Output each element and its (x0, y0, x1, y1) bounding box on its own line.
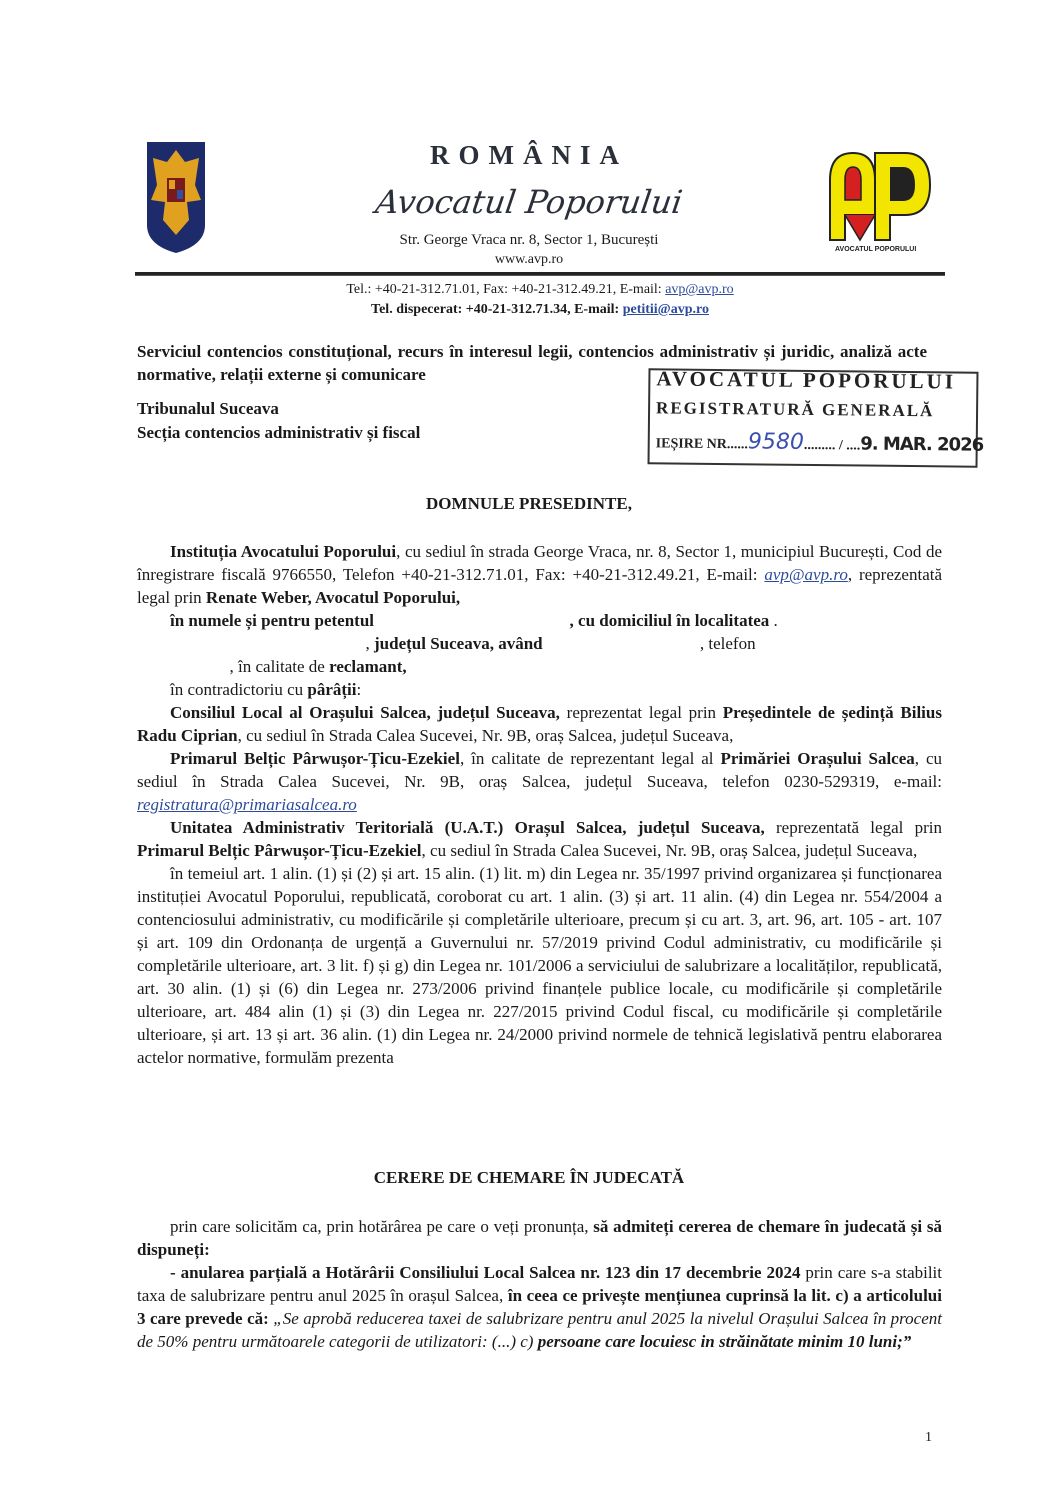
registry-stamp (648, 366, 984, 467)
text-run: Consiliul Local al Orașului Salcea, județul Suceava, (170, 703, 560, 722)
email-link-avp[interactable]: avp@avp.ro (665, 282, 734, 297)
header-divider (135, 272, 945, 276)
text-run: Primarul Belțic Pârwușor-Țicu-Ezekiel (137, 841, 422, 860)
text-run: Renate Weber, Avocatul Poporului, (205, 588, 461, 607)
stamp-line2: REGISTRATURĂ GENERALĂ (655, 398, 935, 421)
avocatul-poporului-logo (825, 145, 935, 255)
stamp-line3: IEȘIRE NR......9580......... / ....9. MAR. 2026 (655, 429, 984, 456)
text-run: în numele și pentru petentul (170, 611, 375, 630)
addressee-court: Tribunalul Suceava (137, 399, 279, 418)
text-run: . (769, 611, 778, 630)
paragraph (137, 862, 942, 1069)
paragraph (137, 632, 942, 655)
text-run: pârâții (307, 680, 357, 699)
text-run: persoane care locuiesc in străinătate minim 10 luni;” (537, 1332, 912, 1351)
text-run: , în calitate de reprezentant legal al (459, 749, 721, 768)
paragraph (137, 816, 942, 862)
salutation: DOMNULE PRESEDINTE, (426, 494, 632, 513)
text-run: Unitatea Administrativ Teritorială (U.A.T.) Orașul Salcea, județul Suceava, (170, 818, 765, 837)
text-run: , cu sediul în Strada Calea Sucevei, Nr. 9B, oraș Salcea, județul Suceava, (421, 841, 918, 860)
body-section-1 (137, 540, 942, 1069)
body-section-2 (137, 1215, 942, 1353)
text-run: , reprezentată legal prin (137, 565, 943, 607)
stamp-date: 9. MAR. 2026 (860, 433, 984, 456)
text-run: Instituția Avocatului Poporului (170, 542, 397, 561)
text-run: Președintele de ședință Bilius Radu Ciprian (137, 703, 942, 745)
text-run: în contradictoriu cu (170, 680, 308, 699)
text-run: Primăriei Orașului Salcea (720, 749, 915, 768)
text-run: , cu domiciliul în localitatea (569, 611, 770, 630)
svg-text:AVOCATUL POPORULUI: AVOCATUL POPORULUI (835, 246, 917, 253)
text-run: , cu sediul în strada George Vraca, nr. 8, Sector 1, municipiul București, Cod de înregistrare fiscală 9766550, Telefon +40-21-312.71.01, Fax: +40-21-312.49.21, E-mail: (137, 542, 942, 584)
text-run: în ceea ce privește mențiunea cuprinsă la lit. c) a articolului 3 care prevede că: (137, 1286, 942, 1328)
header-dispatch-line (0, 302, 1058, 318)
text-run: , în calitate de (170, 657, 330, 676)
email-link[interactable]: registratura@primariasalcea.ro (137, 795, 357, 814)
paragraph (137, 678, 942, 701)
text-run (374, 611, 570, 630)
text-run: reclamant, (329, 657, 407, 676)
text-run: : (356, 680, 362, 699)
text-run: prin care s-a stabilit taxa de salubrizare pentru anul 2025 în orașul Salcea, (137, 1263, 943, 1305)
text-run: „Se aprobă reducerea taxei de salubrizare pentru anul 2025 la nivelul Orașului Salcea în procent de 50% pentru următoarele categorii de utilizatori: (...) c) (137, 1309, 942, 1351)
header-country: ROMÂNIA (430, 140, 628, 170)
header-institution-name: Avocatul Poporului (373, 183, 685, 221)
addressee-section: Secția contencios administrativ și fiscal (137, 423, 421, 442)
header-contact-line (0, 282, 1058, 298)
page-number: 1 (925, 1430, 932, 1445)
contact-phones: Tel.: +40-21-312.71.01, Fax: +40-21-312.49.21, E-mail: (346, 282, 666, 297)
header-address: Str. George Vraca nr. 8, Sector 1, București (399, 232, 659, 248)
text-run: Primarul Belțic Pârwușor-Țicu-Ezekiel (170, 749, 460, 768)
paragraph (137, 655, 942, 678)
header-website: www.avp.ro (494, 252, 564, 267)
email-link-petitii[interactable]: petitii@avp.ro (622, 302, 709, 317)
paragraph (137, 609, 942, 632)
paragraph (137, 540, 942, 609)
document-heading: CERERE DE CHEMARE ÎN JUDECATĂ (373, 1168, 685, 1187)
stamp-number: 9580 (747, 429, 805, 455)
paragraph (137, 1261, 942, 1353)
paragraph (137, 747, 942, 816)
text-run: în temeiul art. 1 alin. (1) și (2) și art. 15 alin. (1) lit. m) din Legea nr. 35/1997 privind organizarea și funcționarea instituției Avocatul Poporului, republicată, coroborat cu art. 1 alin. (3) și art. 11 alin. (4) din Legea nr. 554/2004 a contenciosului administrativ, cu modificările și completările ulterioare, precum și cu art. 3, art. 96, art. 105 - art. 107 și art. 109 din Ordonanța de urgență a Guvernului nr. 57/2019 privind Codul administrativ, cu modificările și completările ulterioare, art. 3 lit. f) și g) din Legea nr. 101/2006 a serviciului de salubrizare a localităților, republicată, art. 30 alin. (1) și (6) din Legea nr. 273/2006 privind finanțele publice locale, cu modificările și completările ulterioare, art. 484 alin (1) și (3) din Legea nr. 227/2015 privind Codul fiscal, cu modificările și completările ulterioare, și art. 13 și art. 36 alin. (1) din Legea nr. 24/2000 privind normele de tehnică legislativă pentru elaborarea actelor normative, formulăm prezenta (137, 864, 942, 1067)
text-run: , telefon (542, 634, 756, 653)
paragraph (137, 701, 942, 747)
text-run: reprezentată legal prin (764, 818, 942, 837)
service-name: Serviciul contencios constituțional, recurs în interesul legii, contencios administrativ și juridic, analiză acte normative, relații externe și comunicare (137, 342, 927, 384)
text-run: , cu sediul în Strada Calea Sucevei, Nr. 9B, oraș Salcea, județul Suceava, telefon 0230-529319, e-mail: (137, 749, 943, 791)
text-run: - anularea parțială a Hotărârii Consiliului Local Salcea nr. 123 din 17 decembrie 2024 (170, 1263, 801, 1282)
email-link[interactable]: avp@avp.ro (764, 565, 848, 584)
text-run: , cu sediul în Strada Calea Sucevei, Nr. 9B, oraș Salcea, județul Suceava, (237, 726, 734, 745)
text-run: județul Suceava, având (374, 634, 543, 653)
paragraph (137, 1215, 942, 1261)
text-run: prin care solicităm ca, prin hotărârea pe care o veți pronunța, (170, 1217, 594, 1236)
stamp-line1: AVOCATUL POPORULUI (656, 366, 957, 394)
text-run: să admiteți cererea de chemare în judecată și să dispuneți: (137, 1217, 942, 1259)
dispatch-phone: Tel. dispecerat: +40-21-312.71.34, E-mail: (371, 302, 623, 317)
stamp-label: IEȘIRE NR. (655, 436, 731, 453)
addressee (137, 397, 420, 445)
text-run: , (170, 634, 374, 653)
text-run: reprezentat legal prin (559, 703, 723, 722)
